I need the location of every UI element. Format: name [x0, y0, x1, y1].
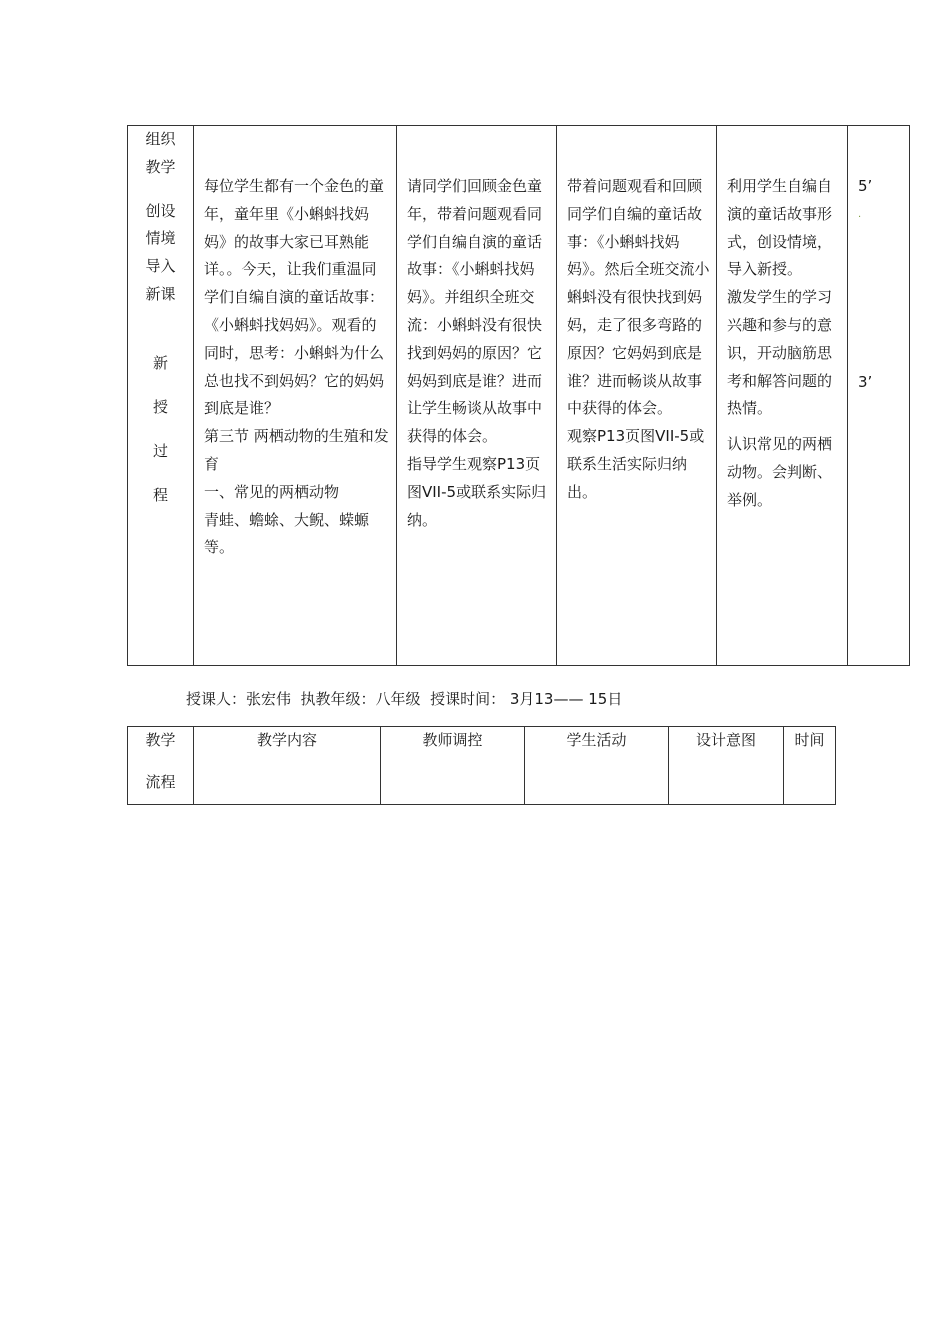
header-time: 时间: [784, 727, 836, 805]
lesson-table: [127, 125, 910, 666]
flow-step-2: 授: [152, 397, 168, 416]
intent-situation: 利用学生自编自演的童话故事形式，创设情境，导入新授。: [727, 177, 833, 279]
flow-step-1: 新: [152, 353, 168, 372]
flow-label-b3: 导入: [145, 257, 176, 276]
student-observation: 观察P13页图VII-5或联系生活实际归纳出。: [567, 427, 705, 501]
header-flow-line2: 流程: [145, 772, 176, 791]
content-cell: [194, 126, 397, 666]
header-intent: 设计意图: [669, 727, 784, 805]
time-value-2: 3’: [858, 372, 873, 391]
header-content: 教学内容: [194, 727, 381, 805]
flow-step-4: 程: [152, 485, 168, 504]
intent-recognition: 认识常见的两栖动物。会判断、举例。: [727, 435, 833, 509]
teacher-cell: [397, 126, 557, 666]
time-value-1: 5’: [858, 177, 873, 195]
lesson-header-table: [127, 726, 836, 805]
teacher-guidance: 请同学们回顾金色童年，带着问题观看同学们自编自演的童话故事：《小蝌蚪找妈妈》。并组织全班交流：小蝌蚪没有很快找到妈妈的原因？它妈妈到底是谁？进而让学生畅谈从故事中获得的体会。: [407, 177, 543, 446]
header-flow-line1: 教学: [145, 731, 176, 749]
student-activity: 带着问题观看和回顾同学们自编的童话故事：《小蝌蚪找妈妈》。然后全班交流小蝌蚪没有很快找到妈妈，走了很多弯路的原因？它妈妈到底是谁？进而畅谈从故事中获得的体会。: [567, 177, 710, 418]
flow-label-b2: 情境: [145, 229, 176, 248]
flow-cell: [128, 126, 194, 666]
flow-label-a2: 教学: [145, 157, 176, 176]
lesson-info-line: 授课人：张宏伟 执教年级：八年级 授课时间： 3月13—— 15日: [186, 690, 623, 708]
flow-label-b1: 创设: [145, 201, 176, 220]
time-cell: [848, 126, 910, 666]
student-cell: [557, 126, 717, 666]
content-section-title: 第三节 两栖动物的生殖和发育: [204, 427, 389, 473]
intent-cell: [717, 126, 848, 666]
content-subheading: 一、常见的两栖动物: [204, 482, 340, 501]
teacher-observation: 指导学生观察P13页图VII-5或联系实际归纳。: [407, 454, 547, 529]
flow-label-a1: 组织: [145, 130, 176, 148]
header-student: 学生活动: [525, 727, 669, 805]
header-flow: [128, 727, 194, 805]
intent-motivation: 激发学生的学习兴趣和参与的意识，开动脑筋思考和解答问题的热情。: [727, 288, 833, 418]
flow-step-3: 过: [152, 441, 168, 460]
header-teacher: 教师调控: [381, 727, 525, 805]
flow-label-b4: 新课: [145, 284, 176, 303]
content-examples: 青蛙、蟾蜍、大鲵、蝾螈等。: [204, 510, 370, 557]
marker-dot: .: [858, 208, 862, 220]
content-intro: 每位学生都有一个金色的童年，童年里《小蝌蚪找妈妈》的故事大家已耳熟能详。。今天，让我们重温同学们自编自演的童话故事：《小蝌蚪找妈妈》。观看的同时，思考：小蝌蚪为什么总也找不到妈妈？它的妈妈到底是谁？: [204, 177, 385, 418]
